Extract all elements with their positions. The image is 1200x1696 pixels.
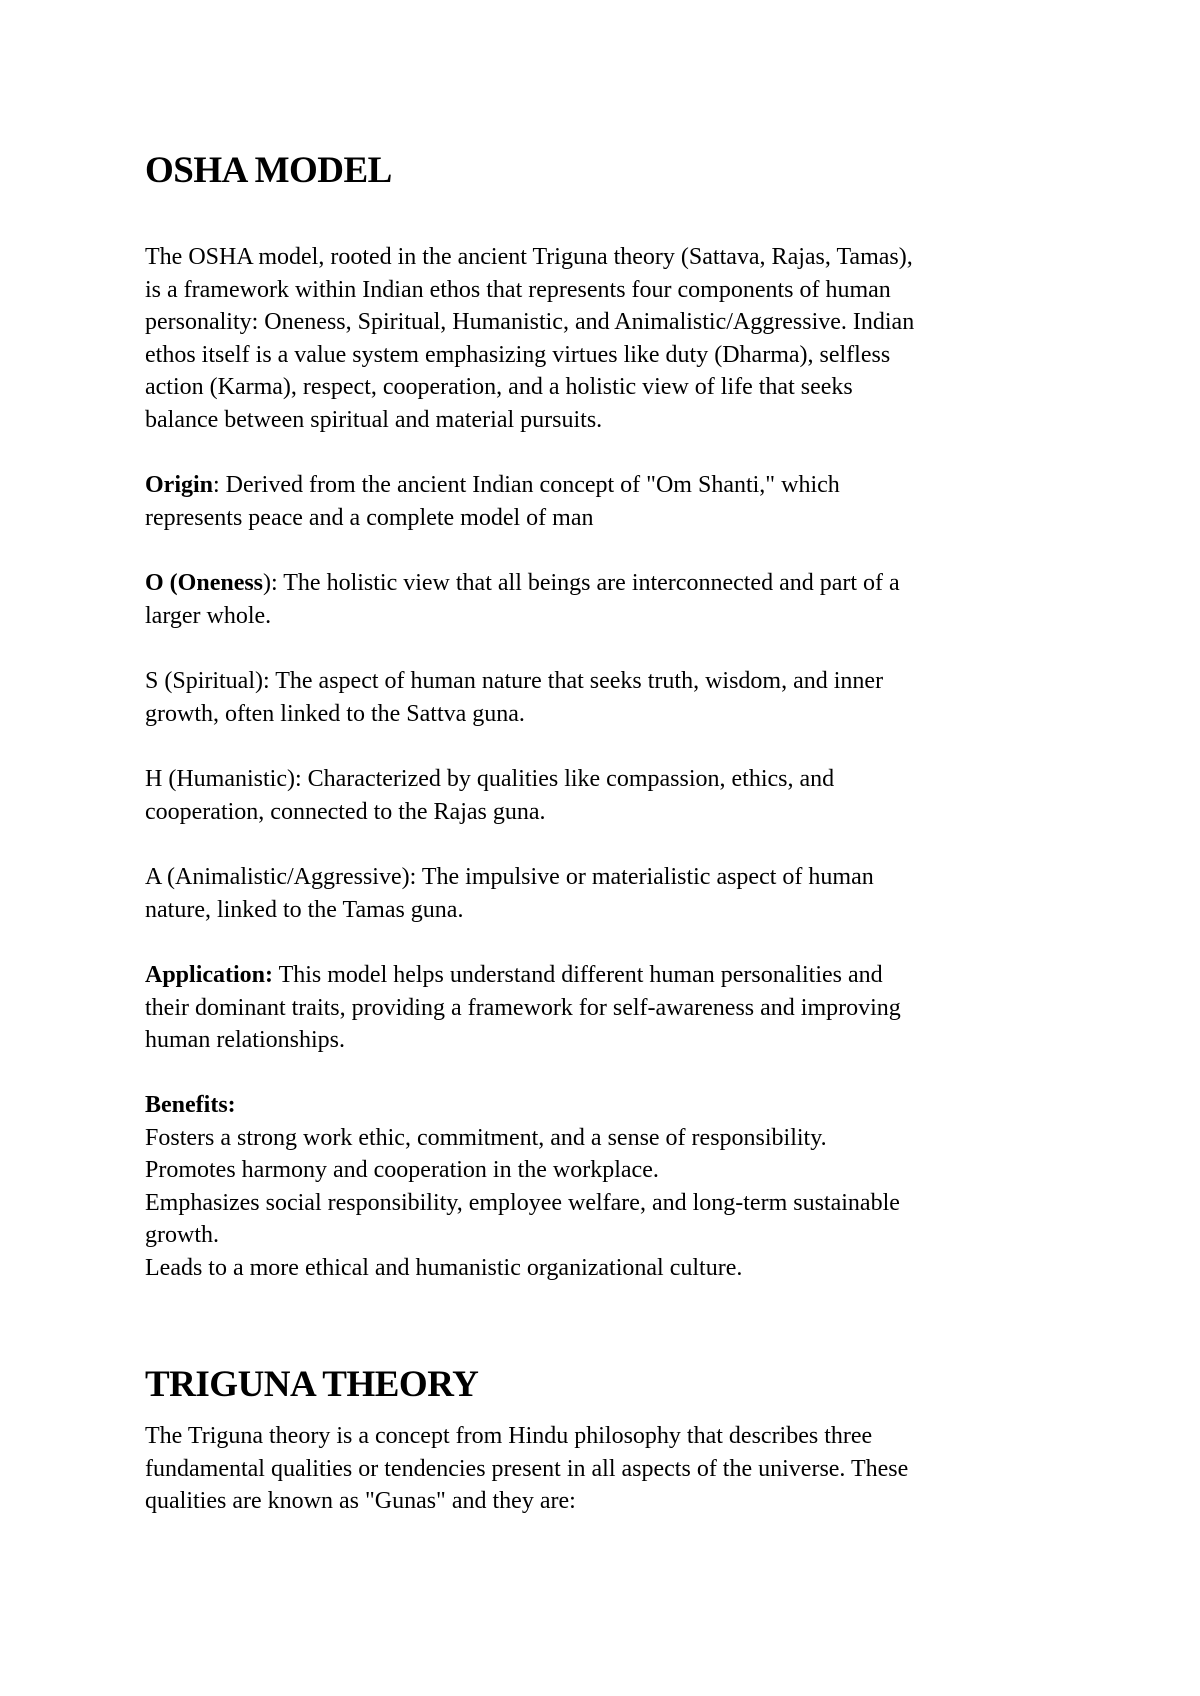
application-paragraph [145, 959, 1065, 1057]
oneness-text: ): The holistic view that all beings are interconnected and part of a [263, 570, 900, 596]
text-line: balance between spiritual and material pursuits. [145, 406, 603, 433]
text-line: S (Spiritual): The aspect of human nature that seeks truth, wisdom, and inner [145, 668, 884, 694]
text-line: qualities are known as "Gunas" and they are: [145, 1488, 576, 1514]
benefit-item: Promotes harmony and cooperation in the workplace. [145, 1157, 659, 1183]
text-line [145, 469, 1065, 502]
oneness-label: Oneness [177, 570, 264, 596]
text-line: A (Animalistic/Aggressive): The impulsive or materialistic aspect of human [145, 864, 874, 890]
text-line: ethos itself is a value system emphasizing virtues like duty (Dharma), selfless [145, 341, 891, 368]
text-line: growth, often linked to the Sattva guna. [145, 700, 525, 727]
text-line: human relationships. [145, 1027, 345, 1053]
text-line: is a framework within Indian ethos that represents four components of human [145, 276, 891, 303]
heading-triguna-theory: TRIGUNA THEORY [145, 1364, 479, 1405]
benefits-label: Benefits: [145, 1092, 236, 1118]
text-line: their dominant traits, providing a framework for self-awareness and improving [145, 994, 901, 1021]
text-line: H (Humanistic): Characterized by qualities like compassion, ethics, and [145, 766, 835, 792]
text-line: action (Karma), respect, cooperation, and a holistic view of life that seeks [145, 374, 853, 400]
osha-intro-paragraph [145, 241, 1065, 436]
text-line: larger whole. [145, 602, 272, 629]
oneness-paragraph [145, 567, 1065, 632]
benefit-item: Fosters a strong work ethic, commitment, and a sense of responsibility. [145, 1124, 827, 1151]
benefit-item: Emphasizes social responsibility, employee welfare, and long-term sustainable [145, 1189, 900, 1216]
benefit-item: growth. [145, 1222, 219, 1248]
triguna-intro-paragraph [145, 1420, 1065, 1518]
application-text: This model helps understand different human personalities and [273, 962, 883, 988]
heading-osha-model: OSHA MODEL [145, 150, 392, 191]
origin-text: : Derived from the ancient Indian concept of "Om Shanti," which [213, 472, 840, 498]
origin-label: Origin [145, 472, 214, 498]
text-line [145, 567, 1065, 600]
text-line: The Triguna theory is a concept from Hindu philosophy that describes three [145, 1423, 873, 1449]
oneness-prefix: O ( [145, 570, 178, 596]
benefits-section [145, 1089, 1065, 1284]
origin-paragraph [145, 469, 1065, 534]
animalistic-paragraph [145, 861, 1065, 926]
text-line: The OSHA model, rooted in the ancient Triguna theory (Sattava, Rajas, Tamas), [145, 244, 913, 270]
benefit-item: Leads to a more ethical and humanistic organizational culture. [145, 1254, 743, 1281]
spiritual-paragraph [145, 665, 1065, 730]
text-line: fundamental qualities or tendencies present in all aspects of the universe. These [145, 1455, 909, 1482]
text-line: personality: Oneness, Spiritual, Humanistic, and Animalistic/Aggressive. Indian [145, 309, 915, 335]
text-line: nature, linked to the Tamas guna. [145, 896, 464, 923]
text-line: cooperation, connected to the Rajas guna. [145, 798, 546, 825]
text-line [145, 959, 1065, 992]
text-line: represents peace and a complete model of man [145, 504, 594, 531]
humanistic-paragraph [145, 763, 1065, 828]
application-label: Application: [145, 962, 274, 988]
